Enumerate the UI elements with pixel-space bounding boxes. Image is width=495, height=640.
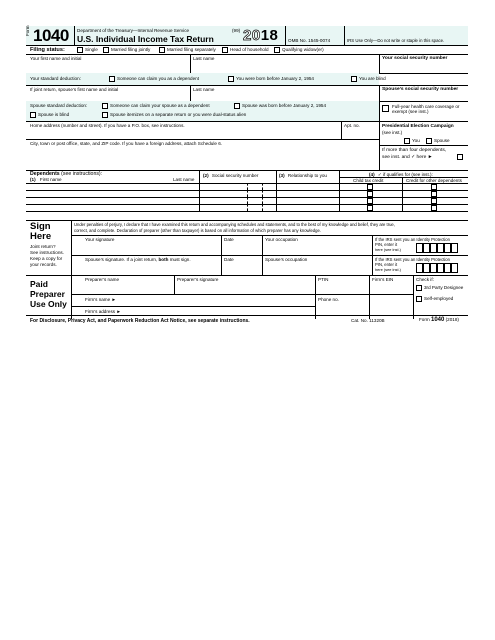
rule [379, 85, 380, 101]
pin-digit-box[interactable] [430, 243, 437, 253]
tax-year [243, 27, 278, 44]
other-credit-checkbox[interactable] [431, 198, 437, 204]
more-dependents-checkbox[interactable] [457, 154, 463, 160]
last-name-header: Last name [173, 177, 195, 182]
form-1040 [26, 26, 468, 326]
form-title: U.S. Individual Income Tax Return [77, 34, 214, 44]
dependents-label: Dependents [30, 171, 60, 177]
spouse-born-label: Spouse was born before January 2, 1954 [242, 103, 327, 108]
dependents-label-sub: (see instructions): [61, 171, 103, 177]
omb-number: OMB No. 1545-0074 [288, 38, 331, 43]
born-before-label: You were born before January 2, 1954 [236, 76, 314, 81]
city-field[interactable]: City, town or post office, state, and ZIP code. If you have a foreign address, attach Schedule 6. [30, 140, 223, 146]
spouse-blind-label: Spouse is blind [38, 112, 70, 117]
perjury-statement: Under penalties of perjury, I declare that I have examined this return and accompanying schedules and statements, and to the best of my knowledge and belief, they are true, [74, 222, 395, 227]
rule [379, 145, 468, 146]
pin-digit-box[interactable] [416, 243, 423, 253]
col4-number: (4) [369, 172, 375, 177]
header-divider [344, 26, 345, 45]
dependent-name-input[interactable] [26, 183, 199, 190]
filing-status-head-label: Head of household [230, 47, 269, 52]
phone-field[interactable]: Phone no. [318, 297, 339, 302]
pin-digit-box[interactable] [437, 263, 444, 273]
preparer-title-2: Preparer [30, 289, 65, 299]
rule [379, 101, 380, 121]
rule [26, 211, 468, 212]
home-address-field[interactable]: Home address (number and street). If you have a P.O. box, see instructions. [30, 122, 185, 128]
dependents-col1-header [30, 177, 62, 183]
keep-copy-note-2: your records. [30, 262, 57, 267]
spouse-dependent-checkbox[interactable] [102, 103, 108, 109]
spouse-ip-pin-note: If the IRS sent you an Identity Protection [375, 257, 450, 262]
sign-title: Sign [30, 221, 51, 232]
ssn-separator [247, 190, 248, 197]
dependents-col3-header [279, 173, 327, 179]
your-occupation-field[interactable]: Your occupation [265, 237, 298, 242]
dependent-checkbox[interactable] [109, 76, 115, 82]
form-code: (99) [232, 28, 241, 33]
footer-year: (2018) [445, 317, 459, 322]
catalog-number: Cat. No. 11320B [351, 318, 385, 323]
spouse-blind-checkbox[interactable] [30, 112, 36, 118]
filing-status-separate-checkbox[interactable] [159, 47, 165, 53]
child-credit-checkbox[interactable] [367, 198, 373, 204]
spouse-deduction-label: Spouse standard deduction: [30, 103, 88, 108]
spouse-itemizes-checkbox[interactable] [102, 112, 108, 118]
dependents-col2-header [203, 173, 258, 179]
std-deduction-label: Your standard deduction: [30, 76, 81, 81]
spouse-date-field[interactable]: Date [224, 257, 234, 262]
third-party-label: 3rd Party Designee [424, 285, 464, 290]
pin-digit-box[interactable] [451, 263, 458, 273]
rule [71, 235, 468, 236]
filing-status-widow-checkbox[interactable] [274, 47, 280, 53]
department: Department of the Treasury—Internal Revenue Service [77, 28, 190, 33]
ip-pin-note-3: here (see inst.) [375, 247, 401, 252]
perjury-statement-2: correct, and complete. Declaration of preparer (other than taxpayer) is based on all information of which preparer has any knowledge. [74, 227, 321, 233]
year-prefix: 20 [243, 27, 261, 44]
ssn-separator [247, 197, 248, 204]
pin-digit-box[interactable] [430, 263, 437, 273]
spouse-itemizes-label: Spouse itemizes on a separate return or you were dual-status alien [110, 112, 247, 117]
ip-pin-note: If the IRS sent you an Identity Protection [375, 237, 450, 242]
ssn-separator [247, 183, 248, 190]
filing-status-label: Filing status: [30, 46, 65, 53]
health-coverage-label: Full-year health care coverage or exempt (see inst.) [392, 103, 460, 115]
spouse-signature-both: both [158, 257, 169, 262]
last-name-field[interactable]: Last name [193, 55, 215, 61]
spouse-first-name-field[interactable]: If joint return, spouse’s first name and initial [30, 86, 119, 92]
blind-checkbox[interactable] [351, 76, 357, 82]
other-credit-checkbox[interactable] [431, 184, 437, 190]
footer-form-word: Form [419, 317, 430, 322]
dependent-name-input[interactable] [26, 197, 199, 204]
your-signature-field[interactable]: Your signature [85, 237, 115, 242]
rule [71, 306, 315, 307]
filing-status-joint-checkbox[interactable] [103, 47, 109, 53]
preparer-signature-field[interactable]: Preparer’s signature [177, 277, 219, 282]
pec-you-label: You [412, 138, 420, 143]
child-credit-checkbox[interactable] [367, 205, 373, 211]
filing-status-single-checkbox[interactable] [77, 47, 83, 53]
ssn-separator [262, 204, 263, 211]
firm-address-field[interactable]: Firm’s address ► [85, 309, 121, 314]
pec-sub: (see inst.) [382, 130, 403, 135]
see-instructions-note: See instructions. [30, 250, 64, 255]
rule [413, 275, 414, 319]
filing-status-head-checkbox[interactable] [222, 47, 228, 53]
spouse-signature-text: Spouse’s signature. If a joint return, [85, 257, 158, 262]
child-credit-header: Child tax credit [353, 178, 384, 183]
ssn-separator [247, 204, 248, 211]
qualifies-header: ✓ if qualifies for (see inst.): [377, 172, 433, 177]
first-name-field[interactable]: Your first name and initial [30, 55, 82, 61]
self-employed-label: Self-employed [424, 296, 454, 301]
check-if-label: Check if: [416, 277, 434, 282]
sign-title-here: Here [30, 231, 52, 242]
rule [71, 255, 468, 256]
dependent-label: Someone can claim you as a dependent [117, 76, 199, 81]
ip-pin-note-2: PIN, enter it [375, 242, 398, 247]
firm-ein-field[interactable]: Firm’s EIN [372, 277, 394, 282]
pin-digit-box[interactable] [423, 243, 430, 253]
ptin-field[interactable]: PTIN [318, 277, 329, 282]
pin-digit-box[interactable] [423, 263, 430, 273]
footer-form-number: 1040 [431, 317, 445, 323]
apt-number-field[interactable]: Apt. no. [344, 122, 360, 128]
rule [315, 275, 316, 294]
other-credit-checkbox[interactable] [431, 191, 437, 197]
third-party-checkbox[interactable] [416, 285, 422, 291]
header-divider [74, 26, 75, 45]
spouse-last-name-field[interactable]: Last name [193, 86, 215, 92]
relationship-header: Relationship to you [287, 172, 327, 178]
spouse-born-checkbox[interactable] [234, 103, 240, 109]
irs-use-only: IRS Use Only—Do not write or staple in this space. [347, 38, 445, 43]
pec-you-checkbox[interactable] [404, 138, 410, 144]
preparer-title-3: Use Only [30, 299, 67, 309]
rule [190, 54, 191, 73]
col1-number: (1) [30, 177, 36, 182]
firm-name-field[interactable]: Firm’s name ► [85, 297, 117, 302]
spouse-ssn-field[interactable]: Spouse’s social security number [382, 86, 459, 92]
pec-title: Presidential Election Campaign [382, 124, 454, 129]
spouse-ip-pin-note-2: PIN, enter it [375, 262, 398, 267]
pin-digit-box[interactable] [444, 243, 451, 253]
ssn-separator [262, 190, 263, 197]
see-inst-label: see inst. and ✓ here ► [382, 154, 433, 160]
footer-form-id [419, 317, 459, 324]
self-employed-checkbox[interactable] [416, 296, 422, 302]
filing-status-single-label: Single [85, 47, 98, 52]
col2-number: (2) [203, 172, 209, 178]
child-credit-checkbox[interactable] [367, 184, 373, 190]
ssn-separator [262, 197, 263, 204]
spouse-signature-field[interactable] [85, 257, 191, 263]
rule [71, 294, 413, 295]
spouse-occupation-field[interactable]: Spouse’s occupation [265, 257, 308, 262]
preparer-title: Paid [30, 279, 48, 289]
rule [369, 275, 370, 319]
filing-status-separate-label: Married filing separately [167, 47, 216, 52]
rule [341, 121, 342, 139]
ssn-separator [262, 183, 263, 190]
dependent-name-input[interactable] [26, 204, 199, 211]
pin-digit-box[interactable] [416, 263, 423, 273]
other-credit-header: Credit for other dependents [406, 178, 462, 183]
pin-digit-box[interactable] [437, 243, 444, 253]
filing-status-joint-label: Married filing jointly [111, 47, 151, 52]
disclosure-notice: For Disclosure, Privacy Act, and Paperwork Reduction Act Notice, see separate instructions. [30, 317, 250, 324]
signature-date-field[interactable]: Date [224, 237, 234, 242]
joint-return-note: Joint return? [30, 244, 56, 249]
spouse-signature-must: must sign. [169, 257, 191, 262]
header-divider [285, 26, 286, 45]
spouse-ip-pin-note-3: here (see inst.) [375, 267, 401, 272]
rule [26, 45, 468, 46]
form-number: 1040 [33, 26, 69, 45]
rule [379, 54, 380, 73]
health-coverage-checkbox[interactable] [382, 105, 389, 112]
rule [174, 275, 175, 294]
col3-number: (3) [279, 172, 285, 178]
first-name-header: First name [39, 177, 62, 182]
ssn-field[interactable]: Your social security number [382, 55, 448, 61]
preparer-name-field[interactable]: Preparer’s name [85, 277, 120, 282]
child-credit-checkbox[interactable] [367, 191, 373, 197]
pec-spouse-label: Spouse [434, 138, 450, 143]
rule [190, 85, 191, 101]
pin-digit-box[interactable] [444, 263, 451, 273]
born-before-checkbox[interactable] [228, 76, 234, 82]
more-than-four-label: If more than four dependents, [382, 148, 447, 153]
pec-spouse-checkbox[interactable] [426, 138, 432, 144]
form-label: Form [25, 25, 30, 36]
filing-status-widow-label: Qualifying widow(er) [282, 47, 324, 52]
year-suffix: 18 [260, 27, 279, 44]
blind-label: You are blind [359, 76, 386, 81]
other-credit-checkbox[interactable] [431, 205, 437, 211]
rule [26, 275, 468, 276]
dependent-name-input[interactable] [26, 190, 199, 197]
rule [26, 315, 468, 316]
pin-digit-box[interactable] [451, 243, 458, 253]
spouse-dependent-label: Someone can claim your spouse as a dependent [110, 103, 210, 108]
keep-copy-note: Keep a copy for [30, 256, 63, 261]
ssn-header: Social security number [211, 172, 259, 178]
rule [26, 220, 468, 221]
